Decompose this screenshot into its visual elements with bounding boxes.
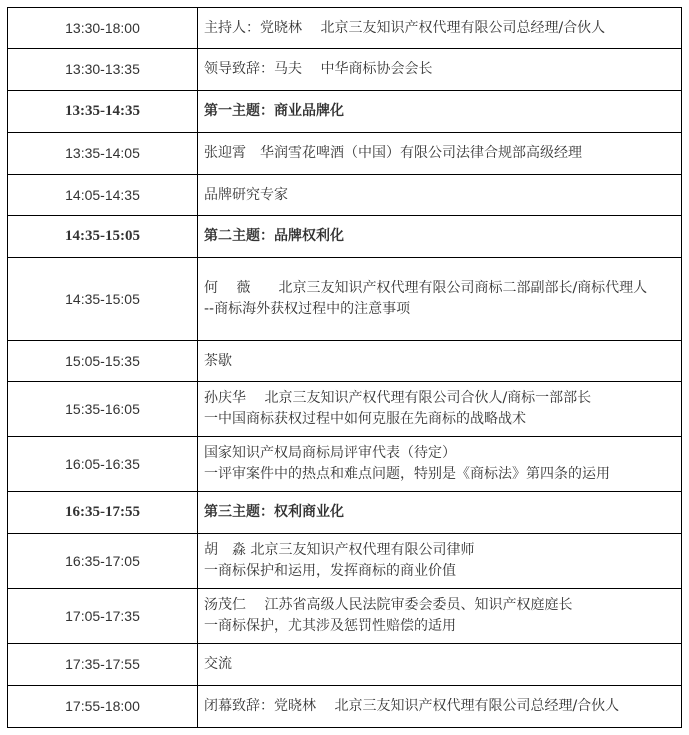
time-cell: 16:35-17:55: [8, 492, 198, 534]
time-cell: 14:35-15:05: [8, 216, 198, 258]
content-cell: [198, 133, 682, 175]
content-cell: [198, 382, 682, 437]
table-row: [8, 644, 682, 686]
theme-row: [8, 216, 682, 258]
schedule-table: [7, 7, 682, 728]
time-cell: 17:55-18:00: [8, 686, 198, 728]
time-cell: 13:35-14:05: [8, 133, 198, 175]
content-cell: [198, 258, 682, 341]
content-cell: [198, 437, 682, 492]
content-cell: [198, 589, 682, 644]
content-cell: [198, 49, 682, 91]
time-cell: 14:05-14:35: [8, 175, 198, 216]
content-cell: [198, 644, 682, 686]
topic-line: 一中国商标获权过程中如何克服在先商标的战略战术: [204, 411, 526, 427]
content-line: 孙庆华 北京三友知识产权代理有限公司合伙人/商标一部部长: [204, 390, 592, 406]
table-row: [8, 686, 682, 728]
table-row: [8, 382, 682, 437]
topic-line: --商标海外获权过程中的注意事项: [204, 301, 411, 317]
time-cell: 17:05-17:35: [8, 589, 198, 644]
time-cell: 13:35-14:35: [8, 91, 198, 133]
content-line: 茶歇: [204, 352, 232, 369]
theme-title-cell: [198, 91, 682, 133]
time-cell: 14:35-15:05: [8, 258, 198, 341]
table-row: [8, 534, 682, 589]
content-line: 主持人：党晓林 北京三友知识产权代理有限公司总经理/合伙人: [204, 19, 606, 36]
content-line: 张迎霄 华润雪花啤酒（中国）有限公司法律合规部高级经理: [204, 145, 582, 161]
content-line: 领导致辞：马夫 中华商标协会会长: [204, 61, 433, 77]
content-line: 交流: [204, 656, 232, 672]
content-cell: [198, 175, 682, 216]
schedule-body: [8, 8, 682, 728]
topic-line: 一评审案件中的热点和难点问题，特别是《商标法》第四条的运用: [204, 466, 610, 482]
time-cell: 15:35-16:05: [8, 382, 198, 437]
time-cell: 16:05-16:35: [8, 437, 198, 492]
table-row: [8, 589, 682, 644]
theme-title-cell: [198, 492, 682, 534]
content-cell: [198, 8, 682, 49]
content-cell: [198, 686, 682, 728]
content-line: 第三主题：权利商业化: [204, 504, 344, 520]
content-line: 品牌研究专家: [204, 186, 288, 203]
table-row: [8, 8, 682, 49]
content-line: 汤茂仁 江苏省高级人民法院审委会委员、知识产权庭庭长: [204, 597, 573, 613]
content-line: 闭幕致辞：党晓林 北京三友知识产权代理有限公司总经理/合伙人: [204, 698, 620, 714]
content-line: 何 薇 北京三友知识产权代理有限公司商标二部副部长/商标代理人: [204, 280, 648, 296]
table-row: [8, 258, 682, 341]
content-line: 国家知识产权局商标局评审代表（待定）: [204, 445, 456, 461]
content-line: 第二主题：品牌权利化: [204, 228, 344, 244]
table-row: [8, 49, 682, 91]
table-row: [8, 175, 682, 216]
time-cell: 13:30-18:00: [8, 8, 198, 49]
content-line: 第一主题：商业品牌化: [204, 103, 344, 119]
table-row: [8, 341, 682, 382]
content-cell: [198, 341, 682, 382]
content-line: 胡 淼 北京三友知识产权代理有限公司律师: [204, 542, 475, 558]
time-cell: 13:30-13:35: [8, 49, 198, 91]
theme-title-cell: [198, 216, 682, 258]
theme-row: [8, 91, 682, 133]
table-row: [8, 437, 682, 492]
theme-row: [8, 492, 682, 534]
content-cell: [198, 534, 682, 589]
time-cell: 16:35-17:05: [8, 534, 198, 589]
time-cell: 15:05-15:35: [8, 341, 198, 382]
topic-line: 一商标保护和运用，发挥商标的商业价值: [204, 563, 456, 579]
time-cell: 17:35-17:55: [8, 644, 198, 686]
table-row: [8, 133, 682, 175]
topic-line: 一商标保护，尤其涉及惩罚性赔偿的适用: [204, 618, 456, 634]
